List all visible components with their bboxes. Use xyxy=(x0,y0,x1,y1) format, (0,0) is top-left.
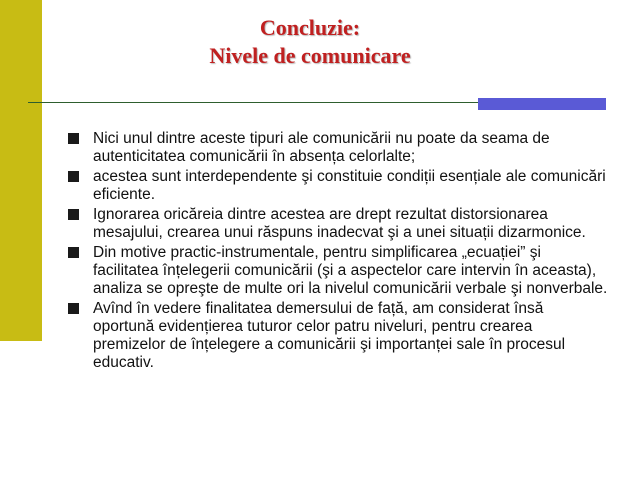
bullet-text: Ignorarea oricăreia dintre acestea are drept rezultat distorsionarea mesajului, crearea unui răspuns inadecvat şi a unei situații dizarmonice. xyxy=(93,206,586,241)
bullet-item xyxy=(68,168,608,204)
bullet-text: acestea sunt interdependente şi constituie condiții esențiale ale comunicări eficiente. xyxy=(93,168,606,203)
bullet-list xyxy=(68,130,608,374)
bullet-item xyxy=(68,130,608,166)
slide-title xyxy=(120,14,500,70)
title-line-2: Nivele de comunicare xyxy=(209,43,411,68)
bullet-text: Avînd în vedere finalitatea demersului de față, am considerat însă oportună evidențierea tuturor celor patru niveluri, pentru crearea premizelor de înțelegere a comunicării şi importanței sale în procesul educativ. xyxy=(93,300,566,371)
square-bullet-icon xyxy=(68,209,79,220)
square-bullet-icon xyxy=(68,303,79,314)
square-bullet-icon xyxy=(68,133,79,144)
bullet-item xyxy=(68,244,608,298)
bullet-text: Din motive practic-instrumentale, pentru simplificarea „ecuației” şi facilitatea înțelegerii comunicării (şi a aspectelor care intervin în aceasta), analiza se opreşte de multe ori la nivelul comunicării verbale şi nonverbale. xyxy=(93,244,608,297)
bullet-item xyxy=(68,206,608,242)
square-bullet-icon xyxy=(68,247,79,258)
left-accent-bar xyxy=(0,0,42,341)
title-divider-accent xyxy=(478,98,606,110)
bullet-text: Nici unul dintre aceste tipuri ale comunicării nu poate da seama de autenticitatea comunicării în absența celorlalte; xyxy=(93,130,550,165)
title-line-1: Concluzie: xyxy=(259,15,361,40)
square-bullet-icon xyxy=(68,171,79,182)
bullet-item xyxy=(68,300,608,372)
